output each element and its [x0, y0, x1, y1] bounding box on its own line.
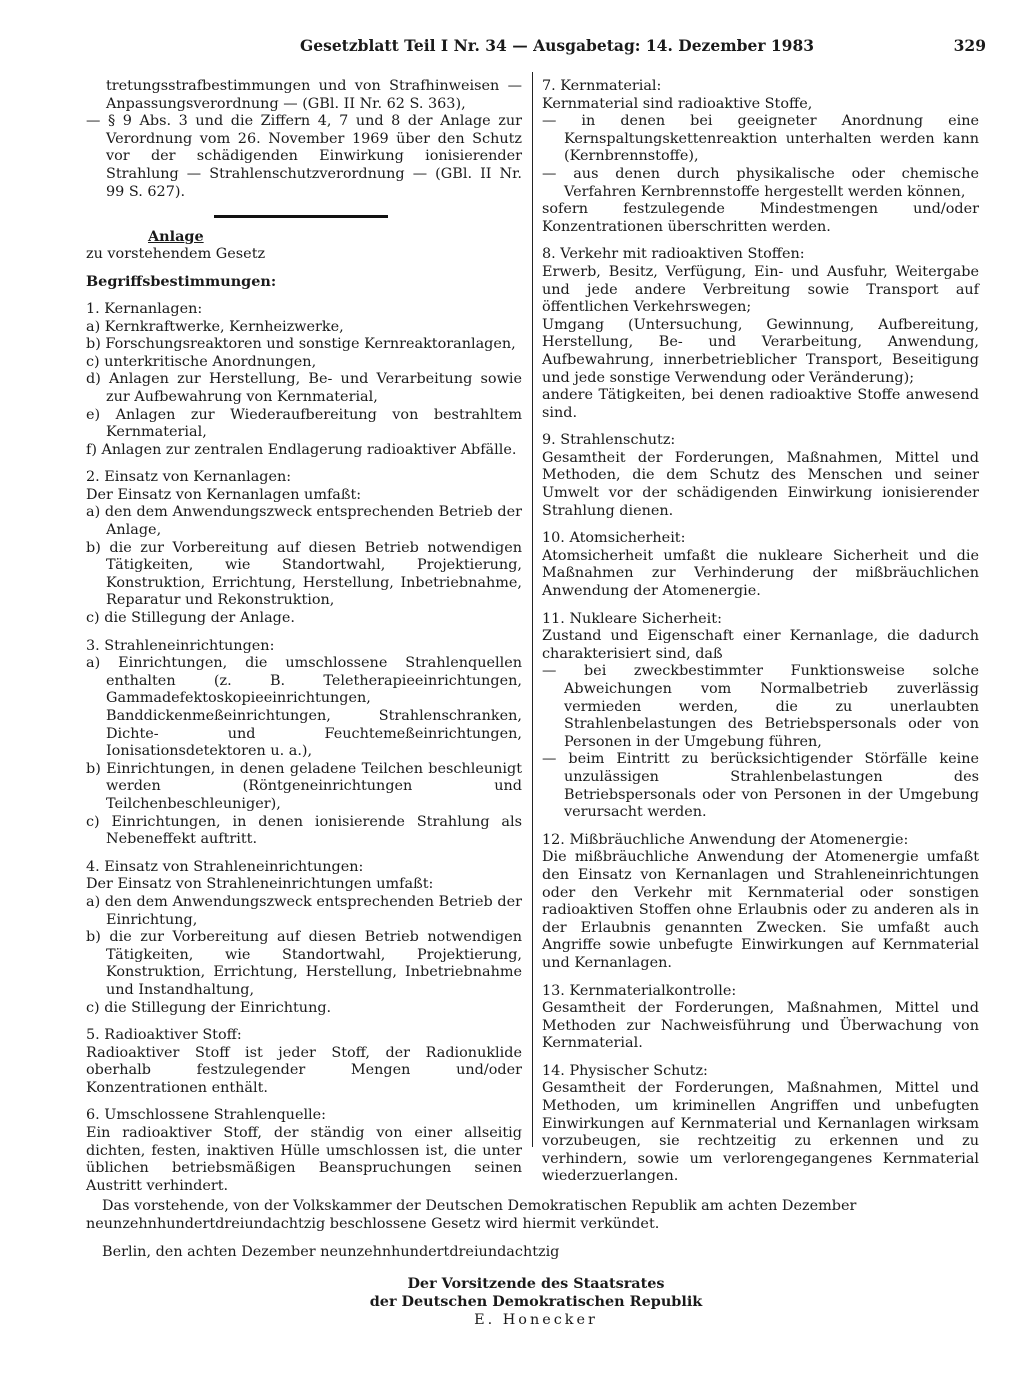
list-item: a) Kernkraftwerke, Kernheizwerke,: [86, 318, 344, 335]
section-title: 4. Einsatz von Strahleneinrichtungen:: [86, 858, 364, 875]
list-item: a) den dem Anwendungszweck entsprechenden Betrieb der Einrichtung,: [86, 893, 522, 928]
section-text: Ein radioaktiver Stoff, der ständig von einer allseitig dichten, festen, inaktiven Hülle umschlossen ist, die unter üblichen betriebsmäßigen Beanspruchungen seinen Austritt verhindert.: [86, 1125, 522, 1194]
section-title: 8. Verkehr mit radioaktiven Stoffen:: [542, 246, 805, 263]
section-text: Atomsicherheit umfaßt die nukleare Sicherheit und die Maßnahmen zur Verhinderung der mißbräuchlichen Anwendung der Atomenergie.: [542, 547, 979, 600]
section-title: 10. Atomsicherheit:: [542, 530, 686, 547]
section-title: 5. Radioaktiver Stoff:: [86, 1027, 242, 1044]
section-text: andere Tätigkeiten, bei denen radioaktive Stoffe anwesend sind.: [542, 387, 979, 421]
section-text: sofern festzulegende Mindestmengen und/oder Konzentrationen überschritten werden.: [542, 201, 979, 235]
list-item: b) die zur Vorbereitung auf diesen Betrieb notwendigen Tätigkeiten, wie Standortwahl, Projektierung, Konstruktion, Errichtung, Herstellung, Inbetriebnahme und Instandhaltung,: [86, 929, 522, 998]
list-item: b) Forschungsreaktoren und sonstige Kernreaktoranlagen,: [86, 336, 516, 353]
section-lead: Der Einsatz von Strahleneinrichtungen umfaßt:: [86, 876, 434, 893]
list-item: — bei zweckbestimmter Funktionsweise solche Abweichungen vom Normalbetrieb zuverlässig vermieden werden, die zu unerlaubten Strahlenbelastungen des Betriebspersonals oder von Personen in der Umgebung führen,: [542, 663, 979, 750]
list-item: c) unterkritische Anordnungen,: [86, 353, 317, 370]
section-text: Radioaktiver Stoff ist jeder Stoff, der Radionuklide oberhalb festzulegender Mengen und/oder Konzentrationen enthält.: [86, 1044, 522, 1096]
place-date-block: [86, 1243, 986, 1261]
list-item: a) den dem Anwendungszweck entsprechenden Betrieb der Anlage,: [86, 504, 522, 539]
section-title: 1. Kernanlagen:: [86, 300, 203, 317]
section-lead: Zustand und Eigenschaft einer Kernanlage, die dadurch charakterisiert sind, daß: [542, 628, 979, 662]
signer-name: E. Honecker: [474, 1312, 598, 1328]
list-item: f) Anlagen zur zentralen Endlagerung radioaktiver Abfälle.: [86, 441, 517, 458]
section-title: 13. Kernmaterialkontrolle:: [542, 982, 737, 999]
list-item: b) die zur Vorbereitung auf diesen Betrieb notwendigen Tätigkeiten, wie Standortwahl, Projektierung, Konstruktion, Errichtung, Herstellung, Inbetriebnahme, Reparatur und Rekonstruktion,: [86, 539, 522, 609]
place-date: Berlin, den achten Dezember neunzehnhundertdreiundachtzig: [102, 1244, 560, 1260]
list-item: b) Einrichtungen, in denen geladene Teilchen beschleunigt werden (Röntgeneinrichtungen und Teilchenbeschleuniger),: [86, 760, 522, 812]
section-text: Gesamtheit der Forderungen, Maßnahmen, Mittel und Methoden zur Nachweisführung und Überwachung von Kernmaterial.: [542, 1000, 979, 1052]
list-item: c) die Stillegung der Einrichtung.: [86, 999, 332, 1016]
section-text: Gesamtheit der Forderungen, Maßnahmen, Mittel und Methoden, um kriminellen Angriffen und unbefugten Einwirkungen auf Kernmaterial und Kernanlagen wirksam vorzubeugen, sie rechtzeitig zu erkennen und zu verhindern, sowie um verlorengegangenes Kernmaterial wiederzuerlangen.: [542, 1080, 979, 1185]
definitions-heading: Begriffsbestimmungen:: [86, 273, 277, 291]
section-title: 14. Physischer Schutz:: [542, 1062, 708, 1079]
section-rule: [214, 215, 388, 218]
section-text: Umgang (Untersuchung, Gewinnung, Aufbereitung, Herstellung, Be- und Verarbeitung, Anwendung, Aufbewahrung, innerbetrieblicher Transport, Beseitigung und jede sonstige Verwendung oder Veränderung);: [542, 316, 979, 386]
list-item: — in denen bei geeigneter Anordnung eine Kernspaltungskettenreaktion unterhalten werden kann (Kernbrennstoffe),: [542, 113, 979, 165]
gazette-title: Gesetzblatt Teil I Nr. 34 — Ausgabetag: 14. Dezember 1983: [300, 36, 815, 55]
list-item: — aus denen durch physikalische oder chemische Verfahren Kernbrennstoffe hergestellt werden können,: [542, 165, 979, 200]
list-item: c) die Stillegung der Anlage.: [86, 610, 295, 627]
proclamation-text: Das vorstehende, von der Volkskammer der Deutschen Demokratischen Republik am achten Dezember neunzehnhundertdreiundachtzig beschlossene Gesetz wird hiermit verkündet.: [86, 1198, 857, 1232]
section-title: 2. Einsatz von Kernanlagen:: [86, 469, 292, 486]
left-column: [86, 78, 522, 1195]
section-lead: Der Einsatz von Kernanlagen umfaßt:: [86, 486, 362, 503]
section-title: 9. Strahlenschutz:: [542, 432, 676, 449]
section-text: Erwerb, Besitz, Verfügung, Ein- und Ausfuhr, Weitergabe und jede andere Verbreitung sowie Transport auf öffentlichen Verkehrswegen;: [542, 263, 979, 316]
section-title: 12. Mißbräuchliche Anwendung der Atomenergie:: [542, 831, 909, 848]
section-title: 11. Nukleare Sicherheit:: [542, 610, 722, 627]
section-title: 6. Umschlossene Strahlenquelle:: [86, 1107, 327, 1124]
signer-title: Der Vorsitzende des Staatsrates: [407, 1275, 665, 1292]
page-number: 329: [953, 36, 986, 55]
section-text: Die mißbräuchliche Anwendung der Atomenergie umfaßt den Einsatz von Kernanlagen und Strahleneinrichtungen oder den Verkehr mit Kernmaterial oder sonstigen radioaktiven Stoffen ohne Erlaubnis oder zu anderen als in der Erlaubnis genannten Zwecken. Sie umfaßt auch Angriffe sowie unbefugte Einwirkungen auf Kernmaterial und Kernanlagen.: [542, 849, 979, 971]
list-item: a) Einrichtungen, die umschlossene Strahlenquellen enthalten (z. B. Teletherapieeinrichtungen, Gammadefektoskopieeinrichtungen, Banddickenmeßeinrichtungen, Strahlenschranken, Dichte- und Feuchtemeßeinrichtungen, Ionisationsdetektoren u. a.),: [86, 655, 522, 760]
section-text: Gesamtheit der Forderungen, Maßnahmen, Mittel und Methoden, die dem Schutz des Menschen und seiner Umwelt vor der schädigenden Einwirkung ionisierender Strahlung dienen.: [542, 449, 979, 519]
signature-block: [86, 1275, 986, 1329]
intro-item: — § 9 Abs. 3 und die Ziffern 4, 7 und 8 der Anlage zur Verordnung vom 26. November 1969 über den Schutz vor der schädigenden Einwirkung ionisierender Strahlung — Strahlenschutzverordnung — (GBl. II Nr. 99 S. 627).: [86, 113, 522, 200]
proclamation: [86, 1197, 986, 1233]
section-title: 3. Strahleneinrichtungen:: [86, 637, 275, 654]
right-column: [542, 78, 979, 1186]
anlage-title: Anlage: [148, 228, 204, 246]
list-item: d) Anlagen zur Herstellung, Be- und Verarbeitung sowie zur Aufbewahrung von Kernmaterial,: [86, 371, 522, 405]
intro-item: tretungsstrafbestimmungen und von Strafhinweisen — Anpassungsverordnung — (GBl. II Nr. 62 S. 363),: [106, 78, 522, 112]
section-lead: Kernmaterial sind radioaktive Stoffe,: [542, 95, 813, 112]
column-divider: [532, 72, 533, 1147]
list-item: c) Einrichtungen, in denen ionisierende Strahlung als Nebeneffekt auftritt.: [86, 813, 522, 848]
anlage-subtitle: zu vorstehendem Gesetz: [86, 245, 266, 262]
list-item: e) Anlagen zur Wiederaufbereitung von bestrahltem Kernmaterial,: [86, 406, 522, 441]
list-item: — beim Eintritt zu berücksichtigender Störfälle keine unzulässigen Strahlenbelastungen des Betriebspersonals oder von Personen in der Umgebung verursacht werden.: [542, 751, 979, 821]
signer-org: der Deutschen Demokratischen Republik: [369, 1293, 703, 1310]
section-title: 7. Kernmaterial:: [542, 78, 662, 94]
page-header: [300, 36, 986, 60]
